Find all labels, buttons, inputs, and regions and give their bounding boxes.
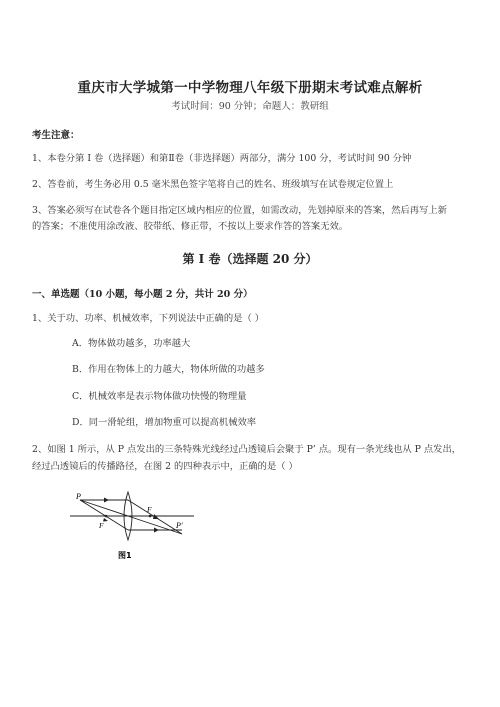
ray-focal-in — [80, 500, 128, 530]
question-1-option-c: C．机械效率是表示物体做功快慢的物理量 — [72, 391, 247, 402]
lens-figure — [68, 490, 198, 570]
focal-point-right — [149, 515, 152, 518]
page-title: 重庆市大学城第一中学物理八年级下册期末考试难点解析 — [77, 80, 423, 96]
figure-caption: 图1 — [118, 551, 132, 560]
note-item-3-cont: 的答案；不准使用涂改液、胶带纸、修正带，不按以上要求作答的答案无效。 — [32, 221, 349, 232]
question-1-option-b: B．作用在物体上的力越大，物体所做的功越多 — [72, 364, 265, 375]
arrow-4 — [154, 528, 159, 533]
note-item-1: 1、本卷分第 I 卷（选择题）和第Ⅱ卷（非选择题）两部分，满分 100 分，考试时间 90 分钟 — [32, 153, 412, 164]
notes-heading: 考生注意： — [32, 130, 80, 141]
question-1-option-d: D．同一滑轮组，增加物重可以提高机械效率 — [72, 417, 257, 428]
label-f-right: F — [147, 505, 152, 514]
section-title: 第 I 卷（选择题 20 分） — [182, 252, 318, 266]
question-1-option-a: A．物体做功越多，功率越大 — [72, 338, 191, 349]
exam-info: 考试时间：90 分钟；命题人：教研组 — [171, 101, 329, 112]
arrow-2 — [103, 518, 108, 522]
arrow-1 — [104, 498, 109, 503]
question-2-stem-line-2: 经过凸透镜后的传播路径，在图 2 的四种表示中，正确的是（ ） — [32, 461, 298, 472]
part-heading: 一、单选题（10 小题，每小题 2 分，共计 20 分） — [32, 289, 253, 300]
label-f-left: F — [99, 521, 104, 530]
question-2-stem-line-1: 2、如图 1 所示，从 P 点发出的三条特殊光线经过凸透镜后会聚于 P’ 点。现有一条光线也从 P 点发出， — [32, 444, 462, 455]
question-1-stem: 1、关于功、功率、机械效率，下列说法中正确的是（ ） — [32, 313, 264, 324]
note-item-3: 3、答案必须写在试卷各个题目指定区域内相应的位置，如需改动，先划掉原来的答案，然后再写上新 — [32, 205, 447, 216]
label-p-prime: P′ — [176, 521, 183, 530]
focal-point-left — [105, 515, 108, 518]
note-item-2: 2、答卷前，考生务必用 0.5 毫米黑色签字笔将自己的姓名、班级填写在试卷规定位置上 — [32, 179, 394, 190]
label-p: P — [76, 492, 81, 501]
